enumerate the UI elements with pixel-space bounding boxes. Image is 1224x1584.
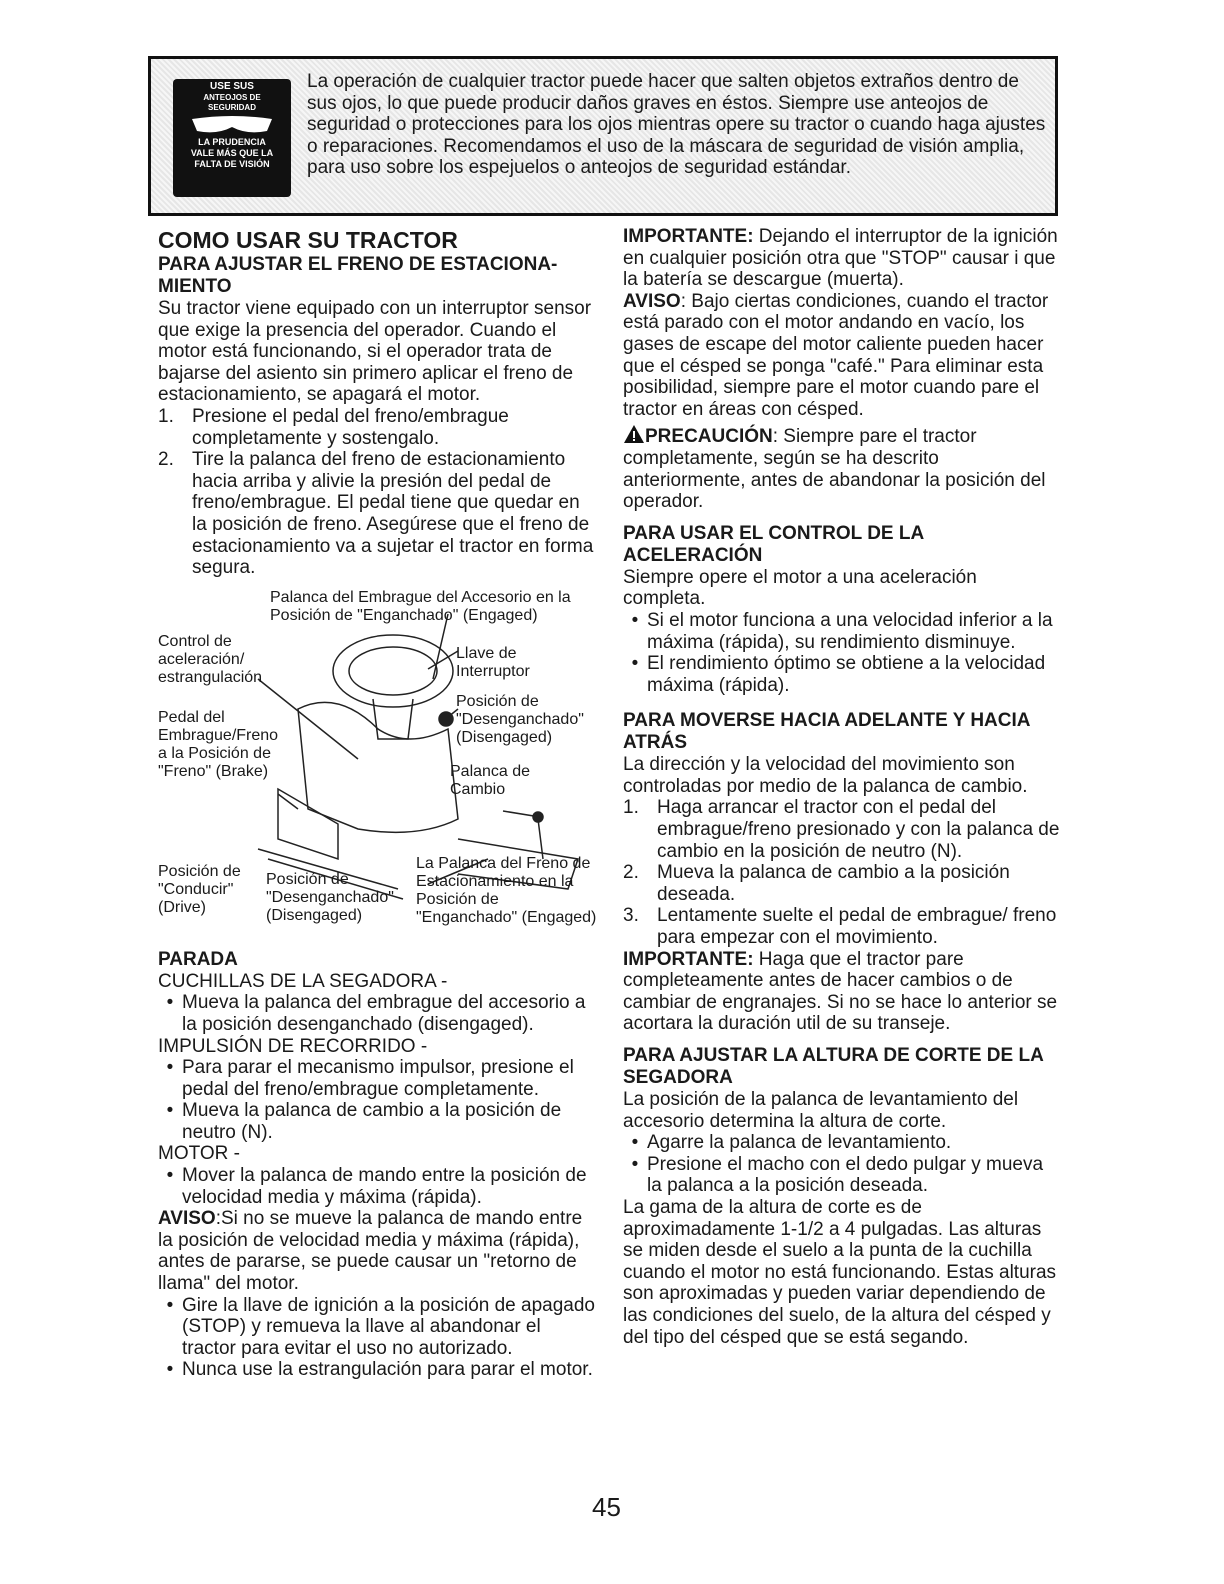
move-intro: La dirección y la velocidad del movimiento son controladas por medio de la palanca de cambio. [623, 754, 1028, 797]
list-text: Agarre la palanca de levantamiento. [647, 1132, 952, 1154]
list-text: El rendimiento óptimo se obtiene a la velocidad máxima (rápida). [647, 653, 1046, 696]
list-text: Gire la llave de ignición a la posición de apagado (STOP) y remueva la llave al abandonar el tractor para evitar el uso no autorizado. [182, 1294, 595, 1359]
bullet: • [166, 1057, 174, 1079]
ignition-label: Llave de Interruptor [456, 644, 530, 680]
important-text: Haga que el tractor pare completeamente antes de hacer cambios o de cambiar de engranajes. Si no se hace lo anterior se acortara la duración util de su transeje. [623, 948, 1058, 1035]
bullet: • [631, 1153, 639, 1175]
important-text: Dejando el interruptor de la ignición en cualquier posición otra que "STOP" causar i que la batería se descargue (muerta). [623, 226, 1058, 291]
list-text: Mueva la palanca de cambio a la posición de neutro (N). [182, 1100, 562, 1143]
bullet: • [631, 609, 639, 631]
list-item [623, 1154, 1063, 1197]
bullet: • [166, 1359, 174, 1381]
throttle-intro: Siempre opere el motor a una aceleración completa. [623, 566, 977, 610]
step-text: Haga arrancar el tractor con el pedal del embrague/freno presionado y con la palanca de cambio en la posición de neutro (N). [657, 797, 1060, 862]
step-number: 1. [158, 405, 174, 427]
height-outro: La gama de la altura de corte es de aproximadamente 1-1/2 a 4 pulgadas. Las alturas se miden desde el suelo a la punta de la cuchilla cuando el motor no está funcionando. Estas alturas son aproximadas y pueden variar dependiendo de las condiciones del suelo, de la altura del césped y del tipo del césped que se está segando. [623, 1196, 1057, 1348]
list-item [158, 1295, 598, 1360]
section-title: COMO USAR SU TRACTOR [158, 227, 458, 253]
step-text: Presione el pedal del freno/embrague completamente y sostengalo. [192, 405, 509, 449]
icon-text: USE SUS [210, 81, 254, 92]
important-paragraph [623, 226, 1063, 291]
list-text: Nunca use la estrangulación para parar el motor. [182, 1359, 593, 1381]
step-number: 2. [158, 449, 174, 471]
list-item [623, 610, 1063, 653]
aviso-label: AVISO [623, 290, 681, 312]
goggles-icon [187, 115, 277, 135]
safety-glasses-icon [173, 79, 291, 197]
icon-text: ANTEOJOS DE [203, 93, 261, 102]
drive-heading: IMPULSIÓN DE RECORRIDO - [158, 1035, 428, 1057]
step-text: Mueva la palanca de cambio a la posición deseada. [657, 862, 1010, 905]
step-number: 2. [623, 862, 639, 884]
throttle-label: Control de aceleración/ estrangulación [158, 632, 263, 686]
list-item [158, 1057, 598, 1100]
tractor-controls-figure [158, 589, 598, 949]
list-text: Mover la palanca de mando entre la posición de velocidad media y máxima (rápida). [182, 1165, 587, 1208]
safety-warning-box [148, 56, 1058, 216]
caution-icon [623, 424, 645, 444]
shift-lever-label: Palanca de Cambio [450, 762, 531, 798]
stop-heading: PARADA [158, 948, 238, 970]
clutch-pedal-label: Pedal del Embrague/Freno a la Posición de "Freno" (Brake) [158, 708, 279, 780]
warning-text: La operación de cualquier tractor puede hacer que salten objetos extraños dentro de sus ojos, lo que puede producir daños graves en éstos. Siempre use anteojos de seguridad o protecciones para los ojos mientras opere su tractor o cuando haga ajustes o reparaciones. Recomendamos el uso de la máscara de seguridad de visión amplia, para uso sobre los espejuelos o anteojos de seguridad estándar. [307, 71, 1046, 178]
blades-heading: CUCHILLAS DE LA SEGADORA - [158, 970, 448, 992]
brake-intro: Su tractor viene equipado con un interruptor sensor que exige la presencia del operador. Cuando el motor está funcionando, si el operador trata de bajarse del asiento sin primero aplicar el freno de estacionamiento, se apagará el motor. [158, 298, 592, 406]
important-label: IMPORTANTE: [623, 226, 754, 247]
list-item [158, 1165, 598, 1208]
pto-lever-label: Palanca del Embrague del Accesorio en la Posición de "Enganchado" (Engaged) [270, 588, 571, 624]
engine-heading: MOTOR - [158, 1143, 240, 1165]
list-text: Si el motor funciona a una velocidad inferior a la máxima (rápida), su rendimiento disminuye. [647, 609, 1053, 653]
brake-step [158, 406, 598, 449]
move-step [623, 862, 1063, 905]
bullet: • [166, 1294, 174, 1316]
icon-text: FALTA DE VISIÓN [194, 159, 270, 169]
right-column [623, 226, 1063, 1348]
bullet: • [631, 653, 639, 675]
step-text: Lentamente suelte el pedal de embrague/ freno para empezar con el movimiento. [657, 905, 1057, 949]
aviso-paragraph [158, 1208, 598, 1294]
height-intro: La posición de la palanca de levantamiento del accesorio determina la altura de corte. [623, 1089, 1019, 1132]
move-step [623, 797, 1063, 862]
icon-text: VALE MÁS QUE LA [190, 148, 274, 158]
bullet: • [631, 1132, 639, 1154]
bullet: • [166, 992, 174, 1014]
aviso-text: : Bajo ciertas condiciones, cuando el tractor está parado con el motor andando en vacío, los gases de escape del motor caliente pueden hacer que el césped se ponga "café." Para eliminar esta posibilidad, siempre pare el motor cuando pare el tractor en áreas con césped. [623, 290, 1049, 420]
list-item [158, 1359, 598, 1381]
icon-text: SEGURIDAD [207, 103, 256, 112]
brake-step [158, 449, 598, 579]
aviso-text: :Si no se mueve la palanca de mando entre la posición de velocidad media y máxima (rápida), antes de pararse, se puede causar un "retorno de llama" del motor. [158, 1208, 583, 1295]
height-heading: PARA AJUSTAR LA ALTURA DE CORTE DE LA SEGADORA [623, 1045, 1044, 1088]
step-number: 3. [623, 905, 639, 927]
parking-brake-label: La Palanca del Freno de Estacionamiento en la Posición de "Enganchado" (Engaged) [416, 854, 597, 926]
disengaged-position-label: Posición de "Desenganchado" (Disengaged) [456, 692, 584, 746]
list-text: Presione el macho con el dedo pulgar y mueva la palanca a la posición deseada. [647, 1153, 1044, 1197]
list-text: Mueva la palanca del embrague del accesorio a la posición desenganchado (disengaged). [182, 992, 586, 1035]
drive-position-label: Posición de "Conducir" (Drive) [158, 862, 241, 916]
caution-label: PRECAUCIÓN [645, 426, 773, 448]
bullet: • [166, 1100, 174, 1122]
step-text: Tire la palanca del freno de estacionamiento hacia arriba y alivie la presión del pedal de freno/embrague. El pedal tiene que quedar en la posición de freno. Asegúrese que el freno de estacionamiento va a sujetar el tractor en forma segura. [192, 449, 594, 579]
list-item [623, 653, 1063, 696]
aviso-paragraph [623, 291, 1063, 421]
disengaged-position-label-2: Posición de "Desenganchado" (Disengaged) [266, 870, 394, 924]
brake-heading: PARA AJUSTAR EL FRENO DE ESTACIONAMIENTO [158, 254, 558, 297]
left-column [158, 226, 598, 1381]
list-item [158, 1100, 598, 1143]
step-number: 1. [623, 797, 639, 819]
icon-text: LA PRUDENCIA [198, 137, 266, 147]
throttle-heading: PARA USAR EL CONTROL DE LA ACELERACIÓN [623, 522, 924, 566]
important-paragraph-2 [623, 949, 1063, 1035]
list-item [158, 992, 598, 1035]
caution-paragraph [623, 424, 1063, 512]
page-number: 45 [592, 1492, 621, 1522]
list-text: Para parar el mecanismo impulsor, presione el pedal del freno/embrague completamente. [182, 1057, 574, 1100]
important-label: IMPORTANTE: [623, 948, 754, 970]
move-heading: PARA MOVERSE HACIA ADELANTE Y HACIA ATRÁS [623, 710, 1030, 754]
list-item [623, 1132, 1063, 1154]
aviso-label: AVISO [158, 1208, 216, 1230]
move-step [623, 905, 1063, 948]
bullet: • [166, 1165, 174, 1187]
caution-text: : Siempre pare el tractor completamente, según se ha descrito anteriormente, antes de abandonar la posición del operador. [623, 426, 1046, 513]
